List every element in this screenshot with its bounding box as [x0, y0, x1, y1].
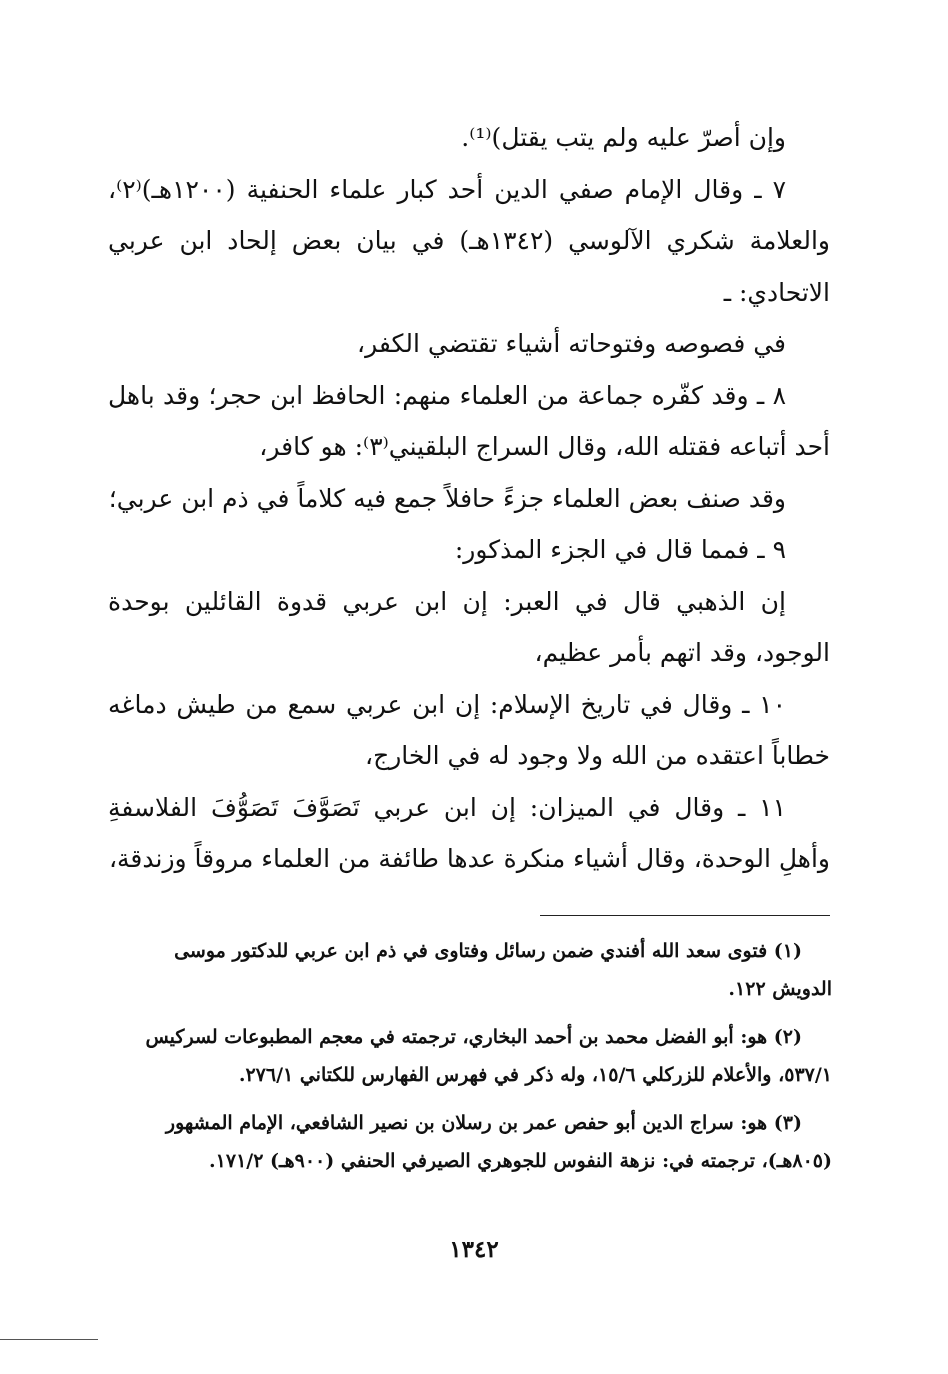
paragraph-5: وقد صنف بعض العلماء جزءً حافلاً جمع فيه كلاماً في ذم ابن عربي؛ — [108, 483, 786, 513]
paragraph-9: ١١ ـ وقال في الميزان: إن ابن عربي تَصَوَّفَ تَصَوُّفَ الفلاسفةِ وأهلِ الوحدة، وقال أشياء منكرة عدها طائفة من العلماء مروقاً وزندقة، — [108, 792, 830, 873]
page-number: ١٣٤٢ — [449, 1236, 499, 1263]
paragraph-8: ١٠ ـ وقال في تاريخ الإسلام: إن ابن عربي سمع من طيش دماغه خطاباً اعتقده من الله ولا وجود له في الخارج، — [108, 689, 830, 770]
main-text — [108, 112, 830, 885]
paragraph-7: إن الذهبي قال في العبر: إن ابن عربي قدوة القائلين بوحدة الوجود، وقد اتهم بأمر عظيم، — [108, 586, 830, 667]
footnote-2: (٢) هو: أبو الفضل محمد بن أحمد البخاري، ترجمته في معجم المطبوعات لسركيس ٥٣٧/١، والأعلام للزركلي ١٥/٦، وله ذكر في فهرس الفهارس للكتاني ٢٧٦/١. — [145, 1026, 832, 1086]
paragraph-2: ٧ ـ وقال الإمام صفي الدين أحد كبار علماء الحنفية (١٢٠٠هـ)⁽٢⁾، والعلامة شكري الآلوسي (١٣٤٢هـ) في بيان بعض إلحاد ابن عربي الاتحادي: ـ — [108, 174, 831, 307]
paragraph-1: وإن أصرّ عليه ولم يتب يقتل)⁽¹⁾. — [461, 123, 786, 152]
footnote-1: (١) فتوى سعد الله أفندي ضمن رسائل وفتاوى في ذم ابن عربي للدكتور موسى الدويش ١٢٢. — [174, 940, 832, 1000]
scan-edge-line — [0, 1339, 98, 1340]
paragraph-4: ٨ ـ وقد كفّره جماعة من العلماء منهم: الحافظ ابن حجر؛ وقد باهل أحد أتباعه فقتله الله، وقال السراج البلقيني⁽٣⁾: هو كافر، — [108, 380, 830, 461]
paragraph-3: في فصوصه وفتوحاته أشياء تقتضي الكفر، — [357, 329, 786, 358]
footnotes — [112, 932, 832, 1190]
footnote-separator — [540, 915, 830, 916]
paragraph-6: ٩ ـ فمما قال في الجزء المذكور: — [454, 535, 786, 564]
footnote-3: (٣) هو: سراج الدين أبو حفص عمر بن رسلان بن نصير الشافعي، الإمام المشهور (٨٠٥هـ)، ترجمته في: نزهة النفوس للجوهري الصيرفي الحنفي (٩٠٠هـ) ١٧١/٢. — [165, 1112, 832, 1172]
